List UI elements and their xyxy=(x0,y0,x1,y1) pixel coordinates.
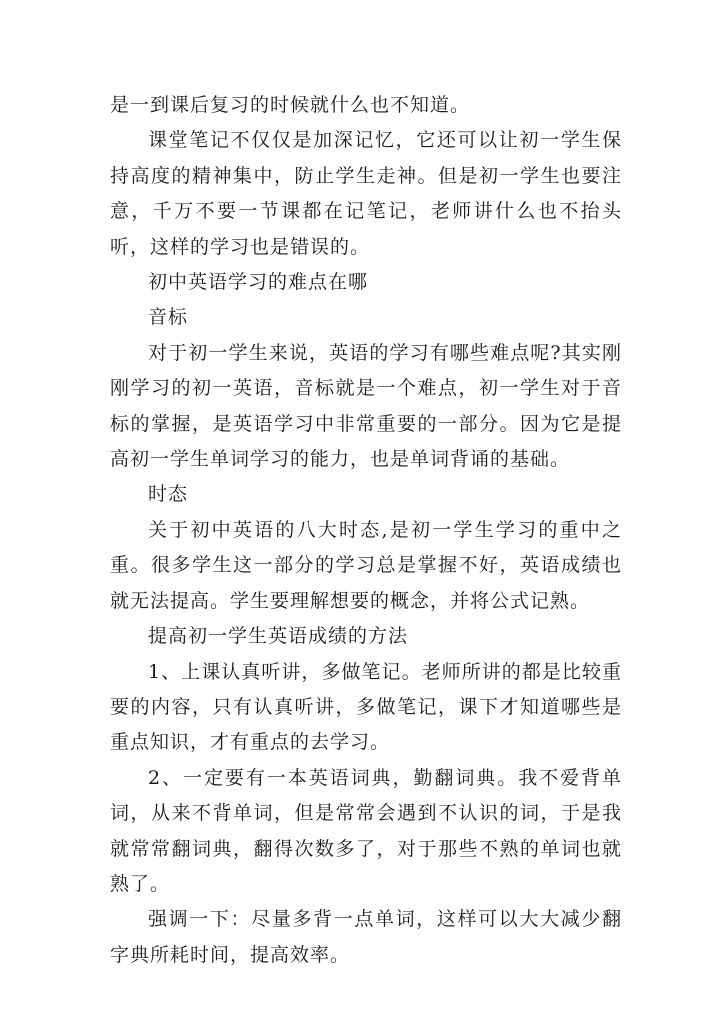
paragraph-continuation: 是一到课后复习的时候就什么也不知道。 xyxy=(110,94,471,116)
heading-phonetics: 音标 xyxy=(148,306,189,329)
heading-tenses: 时态 xyxy=(148,483,189,506)
paragraph-tenses: 关于初中英语的八大时态,是初一学生学习的重中之重。很多学生这一部分的学习总是掌握不好，英语成绩也就无法提高。学生要理解想要的概念，并将公式记熟。 xyxy=(110,518,622,612)
paragraph-emphasis: 强调一下：尽量多背一点单词，这样可以大大减少翻字典所耗时间，提高效率。 xyxy=(110,908,622,966)
paragraph-method-1: 1、上课认真听讲，多做笔记。老师所讲的都是比较重要的内容，只有认真听讲，多做笔记，课下才知道哪些是重点知识，才有重点的去学习。 xyxy=(110,660,622,754)
heading-improvement-methods: 提高初一学生英语成绩的方法 xyxy=(148,625,409,648)
paragraph-method-2: 2、一定要有一本英语词典，勤翻词典。我不爱背单词，从来不背单词，但是常常会遇到不认识的词，于是我就常常翻词典，翻得次数多了，对于那些不熟的单词也就熟了。 xyxy=(110,766,622,895)
paragraph-phonetics: 对于初一学生来说，英语的学习有哪些难点呢?其实刚刚学习的初一英语，音标就是一个难点，初一学生对于音标的掌握，是英语学习中非常重要的一部分。因为它是提高初一学生单词学习的能力，也是单词背诵的基础。 xyxy=(110,341,622,471)
paragraph-class-notes: 课堂笔记不仅仅是加深记忆，它还可以让初一学生保持高度的精神集中，防止学生走神。但是初一学生也要注意，千万不要一节课都在记笔记，老师讲什么也不抬头听，这样的学习也是错误的。 xyxy=(110,129,622,258)
heading-english-difficulties: 初中英语学习的难点在哪 xyxy=(148,271,369,294)
document-page xyxy=(110,88,622,973)
